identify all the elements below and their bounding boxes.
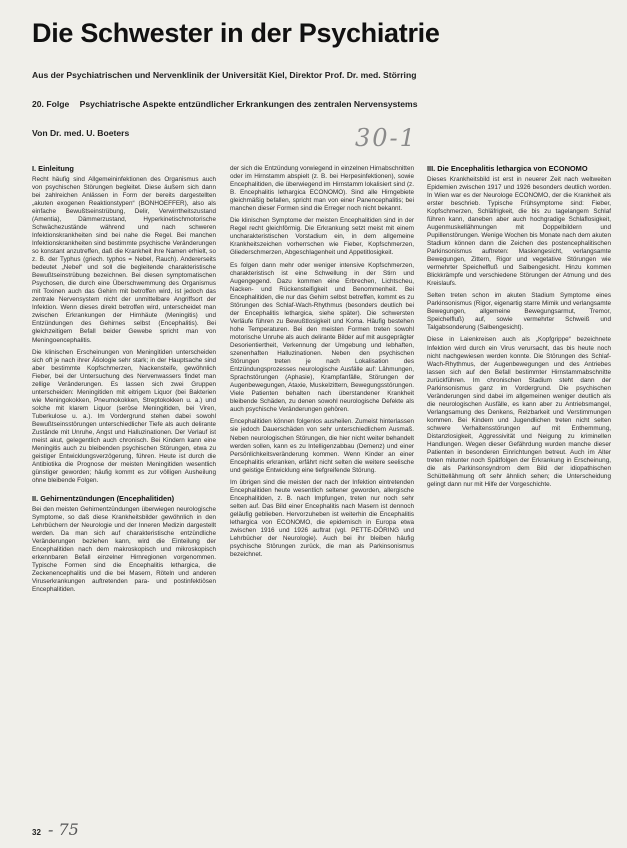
text-column-1	[32, 165, 216, 835]
paragraph: Dieses Krankheitsbild ist erst in neuerer Zeit nach weltweiten Epidemien zwischen 1917 und 1926 besonders deutlich worden. In Wien war es der Neurologe ECONOMO, der die Krankheit als erster beschrieb. Typische Frühsymptome sind: Fieber, Kopfschmerzen, Schläfrigkeit, die bis zu tagelangem Schlaf führen kann, daneben aber auch hochgradige Schlaflosigkeit, Augenmuskellähmungen mit Doppelbildern und Pupillenstörungen. Wenige Wochen bis Monate nach dem akuten Stadium können dann die Zeichen des postencephalitischen Parkinsonismus auftreten: Maskengesicht, verlangsamte Bewegungen, Zittern, Rigor und vegetative Störungen wie vermehrter Speichelfluß und Salbengesicht. Hinzu kommen Blickkrämpfe und verschiedene Störungen der Atmung und des Kreislaufs.	[427, 175, 611, 288]
paragraph: Bei den meisten Gehirnentzündungen überwiegen neurologische Symptome, so daß diese Krankheitsbilder gewöhnlich in den Lehrbüchern der Neurologie und der Inneren Medizin dargestellt werden. Da man sich auf charakteristische entzündliche Veränderungen beziehen kann, wird die Einteilung der Encephalitiden nach dem makroskopisch und mikroskopisch erkennbaren Befall einzelner Hirnregionen vorgenommen. Typische Formen sind die Encephalitis lethargica, die Zeckenencephalitis und die bei Masern, Röteln und anderen Viruserkrankungen auftretenden para- und postinfektiösen Encephalitiden.	[32, 505, 216, 594]
paragraph: Recht häufig sind Allgemeininfektionen des Organismus auch von psychischen Störungen begleitet. Diese äußern sich dann bei zahlreichen Anlässen in Form der bereits dargestellten „akuten exogenen Reaktionstypen“ (BONHOEFFER), also als einfache Bewußtseinstrübung, Delir, Verwirrtheitszustand (Amentia), Dämmerzustand, Hyperkinetischmotorische Schwächezustände während und nach schweren Infektionskrankheiten sind bei nahe die Regel. Bei manchen Infektionskrankheiten sind bestimmte psychische Veränderungen so konstant anzutreffen, daß die Krankheit ihre Namen erhielt, so z. B. der Typhus (griech. typhos = Nebel, Rauch). Andererseits bedeutet „Nebel“ und soll die begleitende charakteristische Bewußtseinstrübung bezeichnen. Bei diesen symptomatischen Psychosen, die durch eine Überschwemmung des Organismus mit Toxinen auch das Gehirn mit betroffen wird, ist jedoch das zentrale Nervensystem nicht der unmittelbare Angriffsort der Infektion. Wenn dieses direkt betroffen wird, unterscheidet man zwischen Erkrankungen der Hirnhäute (Meningitis) und Entzündungen des Gehirnes selbst (Encephalitis). Bei gleichzeitigem Befall beider Gewebe spricht man von Meningoencephalitis.	[32, 175, 216, 344]
series-title: Psychiatrische Aspekte entzündlicher Erkrankungen des zentralen Nervensystems	[79, 99, 418, 109]
article-title: Die Schwester in der Psychiatrie	[32, 18, 440, 48]
section-heading-einleitung: I. Einleitung	[32, 165, 74, 173]
handwritten-page-note: - 75	[48, 820, 79, 839]
paragraph: Die klinischen Symptome der meisten Encephalitiden sind in der Regel recht gleichförmig. Die Erkrankung setzt meist mit einem uncharakteristischen Vorstadium ein, in dem allgemeine Krankheitszeichen vorherrschen wie Fieber, Kopfschmerzen, Gliederschmerzen, Abgeschlagenheit und Appetitlosigkeit.	[230, 217, 414, 257]
text-column-2	[230, 165, 414, 820]
page-number: 32	[32, 828, 41, 837]
series-number: 20. Folge	[32, 99, 70, 109]
text-column-3	[427, 165, 611, 835]
paragraph: Die klinischen Erscheinungen von Meningitiden unterscheiden sich oft je nach ihrer Ätiologie sehr stark; in der Hauptsache sind aber bestimmte Kopfschmerzen, Nackensteife, gewöhnlich Fieber, bei der Untersuchung des Nervenwassers findet man zellige Veränderungen. Es lassen sich zwei Gruppen unterscheiden: Meningitiden mit eitrigem Liquor (bei Bakterien wie Meningokokken, Pneumokokken, Streptokokken u. a.) und solche mit klarem Liquor (seröse Meningitiden, bei Viren, Tuberkulose u. a.). Im Vordergrund stehen dabei sowohl Bewußtseinsstörungen unterschiedlicher Tiefe als auch delirante Zustände mit Unruhe, Angst und Halluzinationen. Der Verlauf ist meist akut, gelegentlich auch chronisch. Bei Kindern kann eine Meningitis auch zu bleibenden psychischen Störungen, etwa zu geistiger Entwicklungsverzögerung, führen. Heute ist durch die Antibiotika die Prognose der meisten Meningitiden wesentlich günstiger geworden; häufig kommt es zur völligen Ausheilung ohne bleibende Folgen.	[32, 348, 216, 485]
paragraph: Im übrigen sind die meisten der nach der Infektion eintretenden Encephalitiden heute wesentlich seltener geworden, allergische Encephalitiden, z. B. nach Impfungen, treten nur noch sehr selten auf. Das Bild einer Encephalitis nach Masern ist dennoch geläufig geblieben. Hervorzuheben ist weiterhin die Encephalitis lethargica von ECONOMO, die epidemisch in Europa etwa zwischen 1916 und 1926 auftrat (vgl. PETTE-DÖRING und Lehrbücher der Neurologie). Auch bei ihr bleiben häufig psychische Störungen zurück, die man als Parkinsonismus bezeichnet.	[230, 478, 414, 559]
paragraph: Selten treten schon im akuten Stadium Symptome eines Parkinsonismus (Rigor, eigenartig starre Mimik und verlangsamte Bewegungen, allgemeine Bewegungsarmut, Tremor, Speichelfluß) auf, sowie vermehrter Schweiß und Talgabsonderung (Salbengesicht).	[427, 292, 611, 332]
author-line: Von Dr. med. U. Boeters	[32, 128, 130, 138]
section-heading-encephalitis-lethargica: III. Die Encephalitis lethargica von ECONOMO	[427, 165, 588, 173]
paragraph: Es folgen dann mehr oder weniger intensive Kopfschmerzen, charakteristisch ist eine Schwellung in der Stirn und Augengegend. Dazu kommen eine Erbrechen, Lichtscheu, Nacken- und Rückensteifigkeit und Benommenheit. Bei Encephalitiden, die nur das Gehirn selbst betreffen, kommt es zu Störungen des Schlaf-Wach-Rhythmus (besonders deutlich bei der Encephalitis lethargica, siehe später). Die schwersten Verläufe führen zu Bewußtlosigkeit und Koma. Häufig bestehen hohe Temperaturen. Bei den meisten Formen treten sowohl motorische Unruhe als auch delirante Bilder auf mit ausgeprägter Desorientiertheit, Verkennung der Umgebung und lebhaften, szenenhaften Halluzinationen. Neben den psychischen Störungen treten je nach Lokalisation des Entzündungsprozesses neurologische Ausfälle auf: Lähmungen, Sprachstörungen (Aphasie), Krampfanfälle, Störungen der Augenbewegungen, Ataxie, Muskelzittern, Bewegungsstörungen. Viele Patienten behalten nach überstandener Krankheit bleibende Schäden, zu denen sowohl neurologische Defekte als auch psychische Veränderungen gehören.	[230, 261, 414, 414]
affiliation-line: Aus der Psychiatrischen und Nervenklinik der Universität Kiel, Direktor Prof. Dr. med. Störring	[32, 70, 417, 80]
series-line	[32, 99, 612, 109]
section-heading-gehirnentzuendungen: II. Gehirnentzündungen (Encephalitiden)	[32, 494, 175, 504]
paragraph: Encephalitiden können folgenlos ausheilen. Zumeist hinterlassen sie jedoch Dauerschäden von sehr unterschiedlichem Ausmaß. Neben neurologischen Störungen, die hier nicht weiter behandelt werden sollen, kann es zu Intelligenzabbau (Demenz) und einer Persönlichkeitsveränderung kommen. Wenn Kinder an einer Encephalitis erkranken, erfährt nicht selten die weitere seelische und geistige Entwicklung eine tiefgreifende Störung.	[230, 418, 414, 474]
paragraph: Diese in Laienkreisen auch als „Kopfgrippe“ bezeichnete Infektion wird durch ein Virus verursacht, das bis heute noch nicht nachgewiesen werden konnte. Die Störungen des Schlaf-Wach-Rhythmus, der Augenbewegungen und des Antriebes lassen sich auf den Befall bestimmter Hirnstammabschnitte zurückführen. Im chronischen Stadium steht dann der Parkinsonismus ganz im Vordergrund. Die psychischen Veränderungen sind dabei im allgemeinen weniger deutlich als die neurologischen Ausfälle, es kann aber zu Antriebsmangel, Verlangsamung des Denkens, Reizbarkeit und Verstimmungen kommen. Bei Kindern und Jugendlichen treten nicht selten schwere Verhaltensstörungen auf mit Enthemmung, Distanzlosigkeit, Aggressivität und Neigung zu kriminellen Handlungen. Wegen dieser Gefährdung wurden manche dieser Patienten in besonderen Einrichtungen betreut. Auch im Alter treten mitunter noch Spätfolgen der Erkrankung in Erscheinung, die als Parkinsonsyndrom dem Bild der idiopathischen Schüttellähmung oft sehr ähnlich sehen; die Unterscheidung gelingt dann nur mit Hilfe der Vorgeschichte.	[427, 336, 611, 489]
paragraph: der sich die Entzündung vorwiegend in einzelnen Hirnabschnitten oder im Hirnstamm abspielt (z. B. bei Herpesinfektionen), sowie Encephalitiden, die überwiegend im Hirnstamm lokalisiert sind (z. B. Encephalitis lethargica ECONOMO). Sind alle Hirngebiete gleichmäßig befallen, spricht man von einer Panencephalitis; bei manchen dieser Formen sind die Erreger noch nicht bekannt.	[230, 165, 414, 213]
handwritten-note: 30-1	[355, 124, 417, 152]
